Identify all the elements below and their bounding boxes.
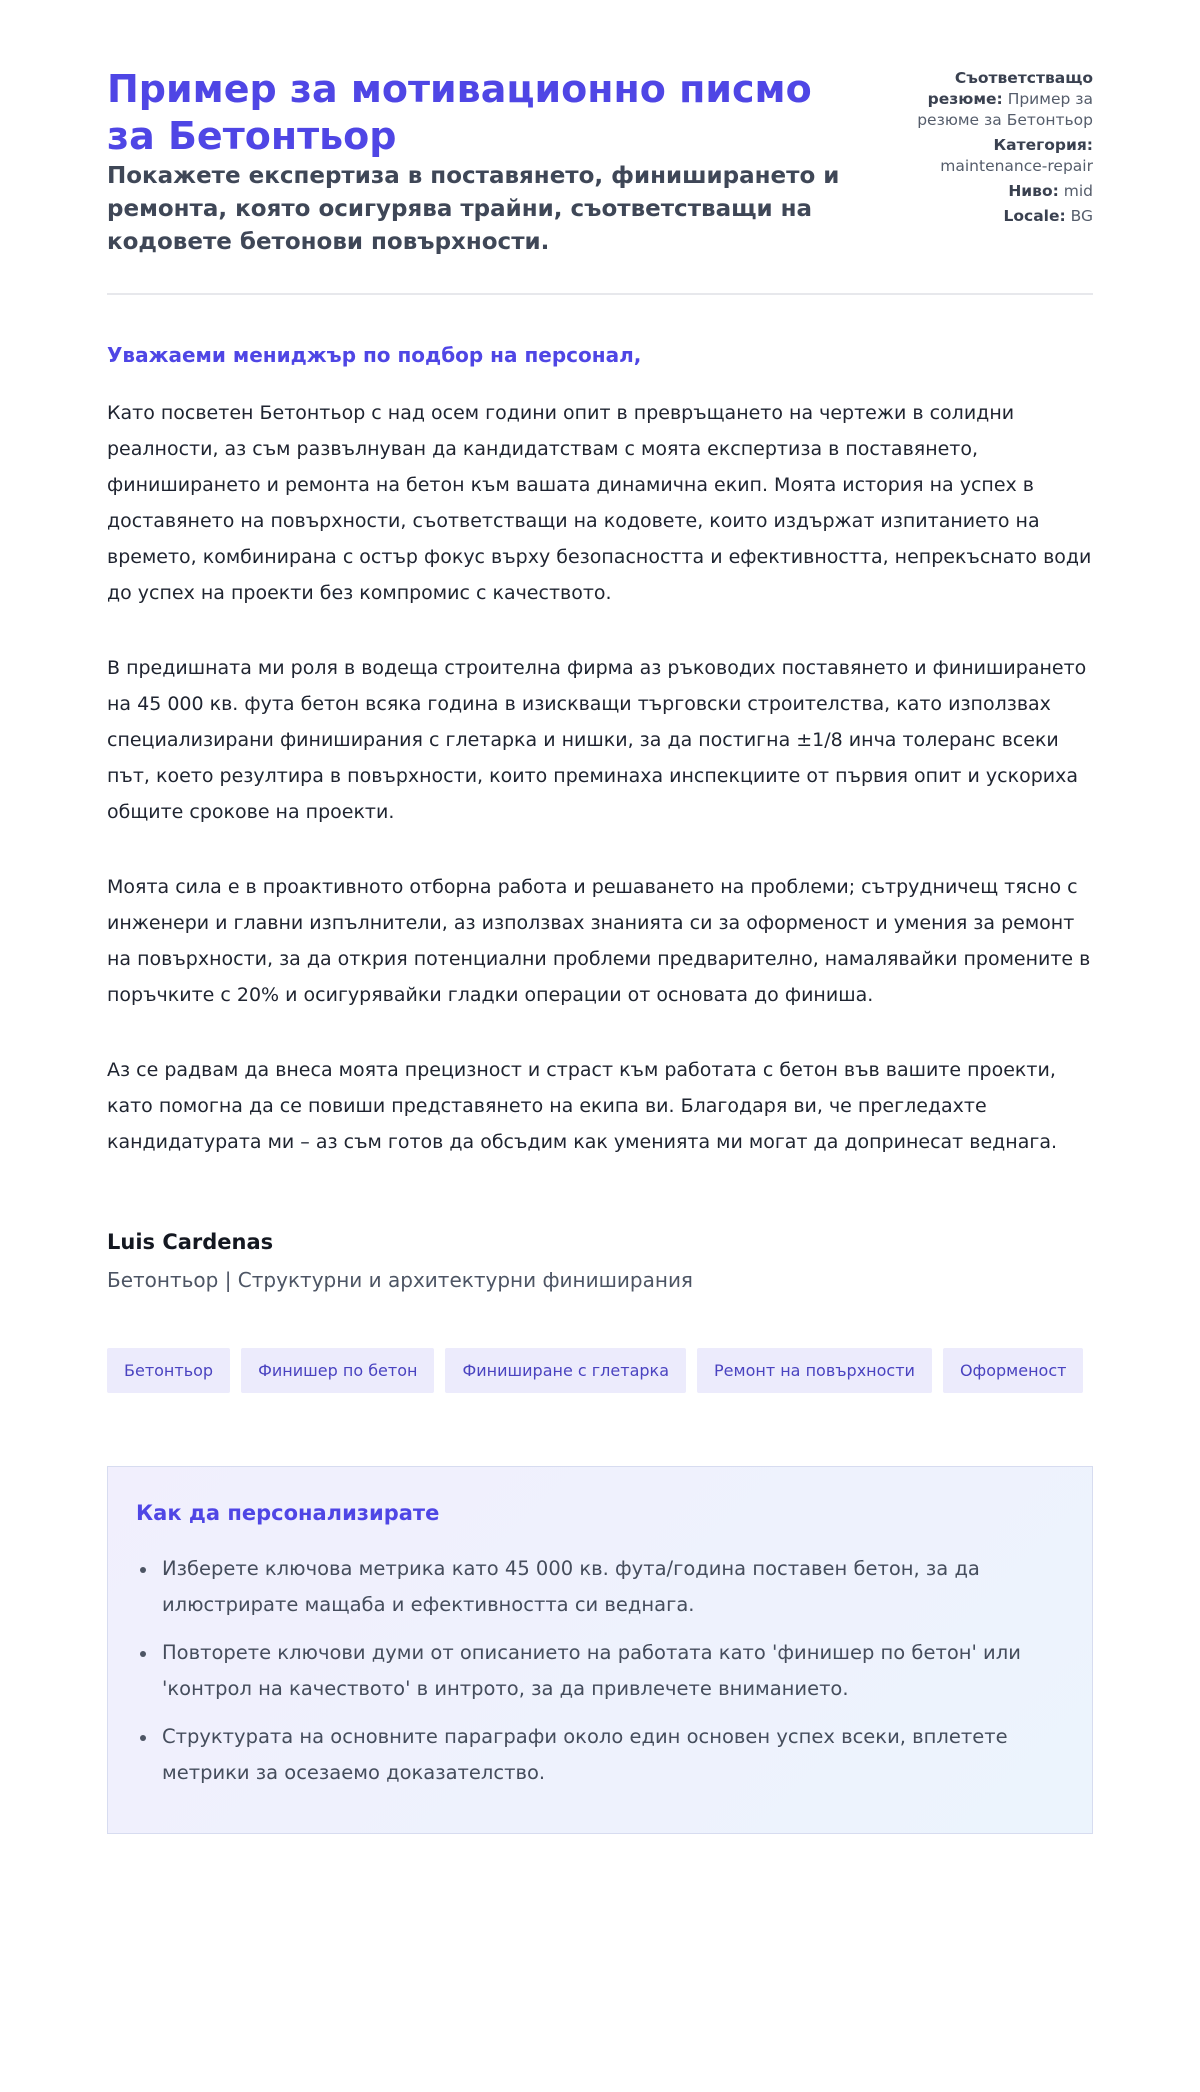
tips-list xyxy=(136,1551,1064,1791)
tips-title: Как да персонализирате xyxy=(136,1501,440,1525)
tag-list xyxy=(107,1348,1093,1393)
letter-greeting: Уважаеми мениджър по подбор на персонал, xyxy=(107,343,642,367)
meta-level: Ниво: mid xyxy=(1008,182,1093,200)
page-header xyxy=(107,66,1093,295)
page-subtitle: Покажете експертиза в поставянето, финиширането и ремонта, която осигурява трайни, съответстващи на кодовете бетонови повърхности. xyxy=(107,163,840,255)
letter-paragraph: В предишната ми роля в водеща строителна фирма аз ръководих поставянето и финиширането на 45 000 кв. фута бетон всяка година в изискващи търговски строителства, като използвах специализирани финиширания с глетарка и нишки, за да постигна ±1/8 инча толеранс всеки път, което резултира в повърхности, които преминаха инспекциите от първия опит и ускориха общите срокове на проекти. xyxy=(107,657,1087,823)
tag: Оформеност xyxy=(943,1348,1084,1393)
tag: Финишер по бетон xyxy=(241,1348,434,1393)
cover-letter-page xyxy=(107,0,1093,1834)
tip-item: Повторете ключови думи от описанието на работата като 'финишер по бетон' или 'контрол на качеството' в интрото, за да привлечете вниманието. xyxy=(136,1635,1064,1707)
tag: Финиширане с глетарка xyxy=(445,1348,686,1393)
letter-paragraph: Моята сила е в проактивното отборна работа и решаването на проблеми; сътрудничещ тясно с инженери и главни изпълнители, аз използвах знанията си за оформеност и умения за ремонт на повърхности, за да открия потенциални проблеми предварително, намалявайки промените в поръчките с 20% и осигурявайки гладки операции от основата до финиша. xyxy=(107,876,1091,1006)
signature-name: Luis Cardenas xyxy=(107,1230,274,1254)
tip-item: Структурата на основните параграфи около един основен успех всеки, вплетете метрики за осезаемо доказателство. xyxy=(136,1719,1064,1791)
meta-category: Категория: maintenance-repair xyxy=(940,136,1093,175)
meta-matching-resume: Съответстващо резюме: Пример за резюме за Бетонтьор xyxy=(917,69,1093,129)
signature-title: Бетонтьор | Структурни и архитектурни финиширания xyxy=(107,1268,693,1292)
letter-paragraph: Аз се радвам да внеса моята прецизност и страст към работата с бетон във вашите проекти, като помогна да се повиши представянето на екипа ви. Благодаря ви, че прегледахте кандидатурата ми – аз съм готов да обсъдим как уменията ми могат да допринесат веднага. xyxy=(107,1059,1058,1153)
page-title: Пример за мотивационно писмо за Бетонтьор xyxy=(107,67,812,158)
letter-paragraph: Като посветен Бетонтьор с над осем години опит в превръщането на чертежи в солидни реалности, аз съм развълнуван да кандидатствам с моята експертиза в поставянето, финиширането и ремонта на бетон към вашата динамична екип. Моята история на успех в доставянето на повърхности, съответстващи на кодовете, които издържат изпитанието на времето, комбинирана с остър фокус върху безопасността и ефективността, непрекъснато води до успех на проекти без компромис с качеството. xyxy=(107,402,1092,604)
meta-info xyxy=(883,68,1093,231)
customization-tips-box xyxy=(107,1466,1093,1834)
meta-locale: Locale: BG xyxy=(1003,207,1093,225)
title-block xyxy=(107,66,857,259)
tip-item: Изберете ключова метрика като 45 000 кв. фута/година поставен бетон, за да илюстрирате мащаба и ефективността си веднага. xyxy=(136,1551,1064,1623)
tag: Ремонт на повърхности xyxy=(697,1348,932,1393)
tag: Бетонтьор xyxy=(107,1348,230,1393)
